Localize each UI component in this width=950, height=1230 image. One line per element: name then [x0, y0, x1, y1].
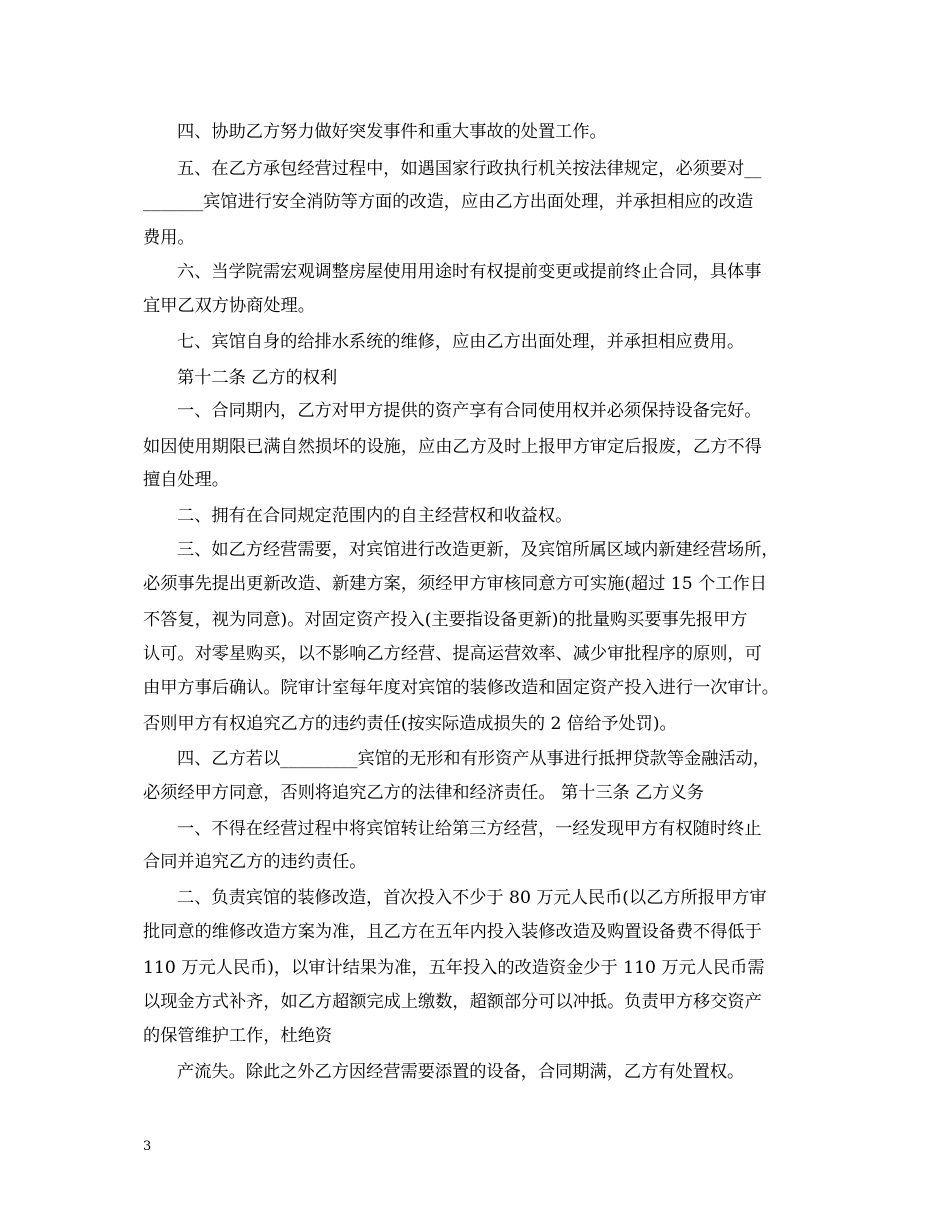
text-line: 二、拥有在合同规定范围内的自主经营权和收益权。	[177, 506, 573, 526]
text-line: 由甲方事后确认。院审计室每年度对宾馆的装修改造和固定资产投入进行一次审计。	[143, 678, 779, 698]
section-heading: 第十二条 乙方的权利	[177, 368, 338, 388]
page-number: 3	[143, 1139, 152, 1154]
text-line: 以现金方式补齐，如乙方超额完成上缴数，超额部分可以冲抵。负责甲方移交资产	[143, 992, 762, 1012]
text-line: 如因使用期限已满自然损坏的设施，应由乙方及时上报甲方审定后报废，乙方不得	[143, 437, 762, 457]
text-line: 四、协助乙方努力做好突发事件和重大事故的处置工作。	[177, 122, 607, 142]
text-line: 七、宾馆自身的给排水系统的维修，应由乙方出面处理，并承担相应费用。	[177, 332, 745, 352]
text-line: 一、不得在经营过程中将宾馆转让给第三方经营，一经发现甲方有权随时终止	[177, 819, 762, 839]
text-line: 必须事先提出更新改造、新建方案，须经甲方审核同意方可实施(超过 15 个工作日	[143, 574, 767, 594]
text-line: 三、如乙方经营需要，对宾馆进行改造更新，及宾馆所属区域内新建经营场所，	[177, 540, 779, 560]
text-line: 不答复，视为同意)。对固定资产投入(主要指设备更新)的批量购买要事先报甲方	[143, 610, 748, 630]
text-line: 必须经甲方同意，否则将追究乙方的法律和经济责任。 第十三条 乙方义务	[143, 783, 704, 803]
text-line: 擅自处理。	[143, 470, 229, 490]
text-line: 的保管维护工作，杜绝资	[143, 1026, 333, 1046]
text-line: 六、当学院需宏观调整房屋使用用途时有权提前变更或提前终止合同，具体事	[177, 262, 762, 282]
text-line: 二、负责宾馆的装修改造，首次投入不少于 80 万元人民币(以乙方所报甲方审	[177, 888, 767, 908]
text-line: 五、在乙方承包经营过程中，如遇国家行政执行机关按法律规定，必须要对__	[177, 159, 762, 179]
text-line: 批同意的维修改造方案为准，且乙方在五年内投入装修改造及购置设备费不得低于	[143, 922, 762, 942]
text-line: 产流失。除此之外乙方因经营需要添置的设备，合同期满，乙方有处置权。	[177, 1062, 745, 1082]
text-line: _______宾馆进行安全消防等方面的改造，应由乙方出面处理，并承担相应的改造	[143, 192, 754, 212]
text-line: 合同并追究乙方的违约责任。	[143, 852, 367, 872]
text-line: 否则甲方有权追究乙方的违约责任(按实际造成损失的 2 倍给予处罚)。	[143, 714, 677, 734]
text-line: 费用。	[143, 228, 195, 248]
text-line: 一、合同期内，乙方对甲方提供的资产享有合同使用权并必须保持设备完好。	[177, 401, 762, 421]
text-line: 认可。对零星购买，以不影响乙方经营、提高运营效率、减少审批程序的原则，可	[143, 644, 762, 664]
text-line: 宜甲乙双方协商处理。	[143, 296, 315, 316]
text-line: 110 万元人民币)，以审计结果为准，五年投入的改造资金少于 110 万元人民币需	[143, 958, 765, 978]
text-line: 四、乙方若以_________宾馆的无形和有形资产从事进行抵押贷款等金融活动，	[177, 749, 770, 769]
